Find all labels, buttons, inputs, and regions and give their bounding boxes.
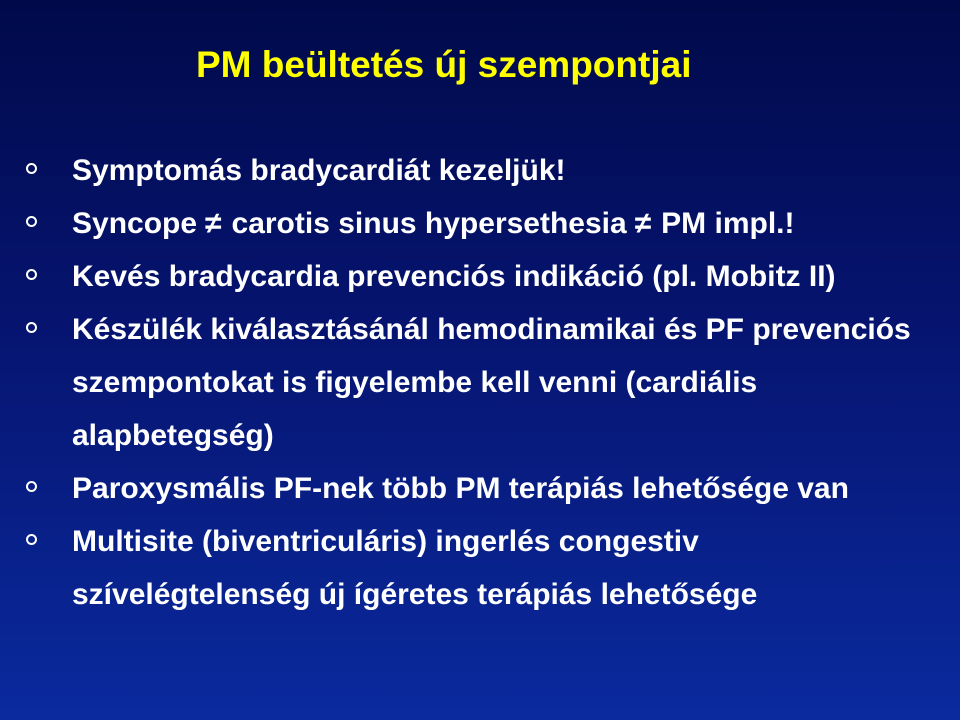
bullet-circle-icon: [26, 163, 37, 174]
bullet-text: Készülék kiválasztásánál hemodinamikai és PF prevenciós szempontokat is figyelembe kell venni (cardiális alapbetegség): [72, 313, 911, 452]
bullet-circle-icon: [26, 269, 37, 280]
bullet-list: [26, 144, 926, 621]
bullet-circle-icon: [26, 322, 37, 333]
bullet-circle-icon: [26, 216, 37, 227]
bullet-item: [26, 303, 926, 462]
bullet-item: [26, 515, 926, 621]
bullet-text-part: carotis sinus hypersethesia: [231, 207, 627, 240]
bullet-item: [26, 462, 926, 515]
slide-title: PM beültetés új szempontjai: [196, 44, 692, 85]
bullet-circle-icon: [26, 481, 37, 492]
bullet-item: [26, 144, 926, 197]
bullet-text-part: PM impl.!: [661, 207, 795, 240]
not-equal-sign: ≠: [205, 207, 222, 240]
not-equal-sign: ≠: [634, 207, 652, 240]
bullet-text: Kevés bradycardia prevenciós indikáció (pl. Mobitz II): [72, 260, 836, 293]
bullet-item: [26, 250, 926, 303]
bullet-text: Symptomás bradycardiát kezeljük!: [72, 154, 566, 187]
bullet-circle-icon: [26, 534, 37, 545]
bullet-text: Paroxysmális PF-nek több PM terápiás lehetősége van: [72, 472, 849, 505]
bullet-text-part: Syncope: [72, 207, 198, 240]
bullet-item: [26, 197, 926, 250]
bullet-text: Multisite (biventriculáris) ingerlés congestiv szívelégtelenség új ígéretes terápiás lehetősége: [72, 525, 758, 611]
